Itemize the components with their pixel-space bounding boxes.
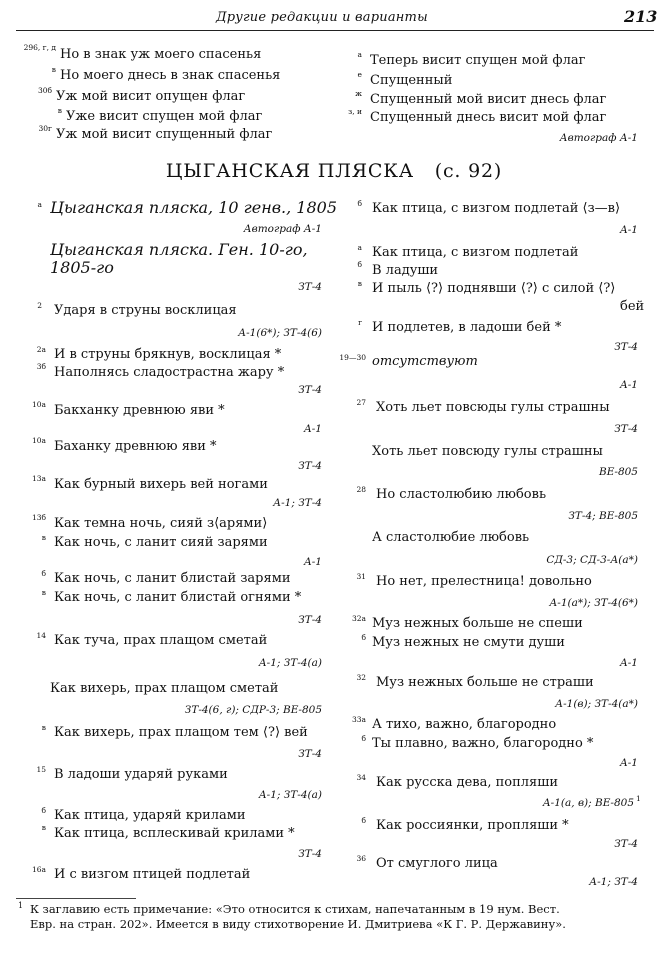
- variant-line: Бакханку древнюю яви *: [54, 403, 225, 418]
- variant-line: Муз нежных больше не спеши: [372, 616, 583, 631]
- source-label: ЗТ-4: [298, 614, 322, 626]
- variant-mark: 31: [356, 572, 366, 581]
- section-title-name: ЦЫГАНСКАЯ ПЛЯСКА: [165, 160, 414, 182]
- footnote-mark: 1: [18, 901, 24, 910]
- variant-mark: в: [41, 823, 46, 832]
- variant-line: Ты плавно, важно, благородно *: [372, 736, 594, 751]
- variant-line: Как вихерь, прах плащом тем ⟨?⟩ вей: [54, 725, 308, 740]
- variant-line: И пыль ⟨?⟩ поднявши ⟨?⟩ с силой ⟨?⟩: [372, 281, 616, 296]
- variant-line: Как ночь, с ланит сияй зарями: [54, 535, 268, 550]
- source-label: ВЕ-805: [599, 466, 638, 478]
- variant-line: Ударя в струны восклицая: [54, 303, 237, 318]
- variant-mark: в: [51, 65, 56, 74]
- variant-mark: ж: [355, 89, 362, 98]
- variant-mark: в: [357, 279, 362, 288]
- section-title-ref: (с. 92): [434, 160, 503, 182]
- variant-mark: б: [361, 816, 366, 825]
- variant-mark: 2: [37, 301, 42, 310]
- variant-line: И с визгом птицей подлетай: [54, 867, 251, 882]
- source-label: А-1(6*); ЗТ-4(6): [238, 327, 322, 339]
- variant-line: Но моего днесь в знак спасенья: [60, 68, 281, 83]
- variant-line: Наполнясь сладострастна жару *: [54, 365, 285, 380]
- variant-mark: 10а: [31, 400, 46, 409]
- source-label: А-1; ЗТ-4: [273, 497, 322, 509]
- variant-line: Как птица, ударяй крилами: [54, 808, 246, 823]
- variant-mark: б: [357, 199, 362, 208]
- variant-line: Баханку древнюю яви *: [54, 439, 217, 454]
- variant-line: Уж мой висит спущенный флаг: [56, 127, 273, 142]
- source-label: Автограф А-1: [559, 132, 638, 144]
- variant-line: Как россиянки, пропляши *: [376, 818, 569, 833]
- variant-line: В ладуши: [372, 263, 439, 278]
- variant-mark: е: [357, 70, 362, 79]
- variant-mark: 14: [36, 631, 46, 640]
- variant-mark: 32: [356, 673, 366, 682]
- variant-mark: б: [41, 569, 46, 578]
- variant-mark: в: [41, 533, 46, 542]
- variant-line: Спущенный: [370, 73, 453, 88]
- variant-mark: 19—30: [339, 353, 366, 362]
- variant-line: Спущенный днесь висит мой флаг: [370, 110, 607, 125]
- source-label: ЗТ-4: [614, 423, 638, 435]
- variant-line: От смуглого лица: [376, 856, 498, 871]
- variant-mark: в: [41, 588, 46, 597]
- source-label: А-1: [619, 379, 638, 391]
- source-label: Автограф А-1: [243, 223, 322, 235]
- variant-line: Спущенный мой висит днесь флаг: [370, 92, 607, 107]
- variant-mark: 15: [36, 765, 46, 774]
- source-label: ЗТ-4: [298, 460, 322, 472]
- variant-mark: 27: [356, 398, 366, 407]
- variant-title: 1805-го: [50, 258, 114, 277]
- variant-mark: б: [361, 734, 366, 743]
- variant-mark: з, и: [348, 107, 362, 116]
- variant-mark: г: [358, 318, 362, 327]
- source-label: СД-3; СД-3-А(а*): [546, 554, 638, 566]
- variant-mark: 30б: [37, 86, 52, 95]
- footnote-line: Евр. на стран. 202». Имеется в виду стихотворение И. Дмитриева «К Г. Р. Державину».: [30, 917, 566, 931]
- variant-line: Как туча, прах плащом сметай: [54, 633, 268, 648]
- source-label: ЗТ-4: [614, 838, 638, 850]
- variant-mark: 34: [356, 773, 366, 782]
- source-label: ЗТ-4(6, г); СДР-3; ВЕ-805: [184, 704, 322, 716]
- source-label: А-1: [303, 556, 322, 568]
- source-label: А-1; ЗТ-4(а): [258, 657, 322, 669]
- source-label: А-1: [303, 423, 322, 435]
- variant-mark: б: [357, 260, 362, 269]
- variant-mark: 13б: [31, 513, 46, 522]
- variant-line: Но нет, прелестница! довольно: [376, 574, 592, 589]
- variant-line: Как ночь, с ланит блистай огнями *: [54, 590, 302, 605]
- variant-line: В ладоши ударяй руками: [54, 767, 228, 782]
- variant-mark: 2а: [36, 345, 46, 354]
- variant-mark: 32а: [351, 614, 366, 623]
- variant-line: Но в знак уж моего спасенья: [60, 47, 262, 62]
- source-label: А-1(а, в); ВЕ-805: [542, 797, 634, 809]
- footnote-ref: 1: [636, 794, 641, 803]
- source-label: А-1: [619, 224, 638, 236]
- variant-line: Муз нежных больше не страши: [376, 675, 594, 690]
- variant-line: Муз нежных не смути души: [372, 635, 565, 650]
- source-label: ЗТ-4: [298, 848, 322, 860]
- variant-mark: а: [357, 243, 362, 252]
- variant-line: Как птица, всплескивай крилами *: [54, 826, 295, 841]
- section-title: [0, 160, 668, 182]
- source-label: ЗТ-4; ВЕ-805: [568, 510, 638, 522]
- variant-mark: в: [57, 106, 62, 115]
- variant-mark: 13а: [31, 474, 46, 483]
- source-label: ЗТ-4: [298, 748, 322, 760]
- variant-mark: 30г: [38, 124, 52, 133]
- variant-line: Но сластолюбию любовь: [376, 487, 547, 502]
- variant-line: А тихо, важно, благородно: [372, 717, 557, 732]
- source-label: А-1(в); ЗТ-4(а*): [555, 698, 638, 710]
- source-label: А-1: [619, 757, 638, 769]
- variant-line: Теперь висит спущен мой флаг: [370, 53, 586, 68]
- variant-mark: 36: [356, 854, 366, 863]
- footnote: [30, 902, 658, 932]
- variant-line: И подлетев, в ладоши бей *: [372, 320, 562, 335]
- variant-mark: 10а: [31, 436, 46, 445]
- variant-mark: 296, г, д: [23, 43, 56, 52]
- variant-line: Уже висит спущен мой флаг: [66, 109, 263, 124]
- source-label: ЗТ-4: [614, 341, 638, 353]
- variant-mark: б: [361, 633, 366, 642]
- page-number: 213: [624, 7, 658, 26]
- source-label: А-1(а*); ЗТ-4(6*): [549, 597, 638, 609]
- variant-mark: 3б: [36, 362, 46, 371]
- variant-line: Хоть льет повсюды гулы страшны: [376, 400, 610, 415]
- footnote-rule: [16, 898, 136, 899]
- source-label: А-1; ЗТ-4(а): [258, 789, 322, 801]
- variant-note: отсутствуют: [372, 354, 478, 369]
- source-label: ЗТ-4: [298, 281, 322, 293]
- source-label: А-1; ЗТ-4: [589, 876, 638, 888]
- variant-line: Как птица, с визгом подлетай: [372, 245, 579, 260]
- variant-line: Как вихерь, прах плащом сметай: [50, 681, 279, 696]
- variant-line: И в струны брякнув, восклицая *: [54, 347, 282, 362]
- variant-mark: в: [41, 723, 46, 732]
- variant-line: Как темна ночь, сияй з⟨арями⟩: [54, 516, 268, 531]
- variant-line-continuation: бей: [620, 299, 645, 314]
- variant-mark: б: [41, 806, 46, 815]
- footnote-line: К заглавию есть примечание: «Это относится к стихам, напечатанным в 19 нум. Вест.: [30, 902, 560, 916]
- running-header-title: Другие редакции и варианты: [216, 10, 428, 25]
- variant-mark: 28: [356, 485, 366, 494]
- variant-line: Уж мой висит опущен флаг: [56, 89, 246, 104]
- variant-line: А сластолюбие любовь: [372, 530, 530, 545]
- header-rule: [16, 30, 654, 31]
- variant-mark: 16а: [31, 865, 46, 874]
- source-label: А-1: [619, 657, 638, 669]
- variant-mark: а: [37, 200, 42, 209]
- variant-mark: а: [357, 50, 362, 59]
- variant-title: Цыганская пляска, 10 генв., 1805: [50, 198, 338, 217]
- variant-line: Как бурный вихерь вей ногами: [54, 477, 268, 492]
- variant-line: Как русска дева, попляши: [376, 775, 559, 790]
- source-label: ЗТ-4: [298, 384, 322, 396]
- variant-line: Как птица, с визгом подлетай ⟨з—в⟩: [372, 201, 621, 216]
- variant-line: Как ночь, с ланит блистай зарями: [54, 571, 291, 586]
- variant-mark: 33а: [351, 715, 366, 724]
- variant-line: Хоть льет повсюду гулы страшны: [372, 444, 603, 459]
- variant-title: Цыганская пляска. Ген. 10-го,: [50, 240, 308, 259]
